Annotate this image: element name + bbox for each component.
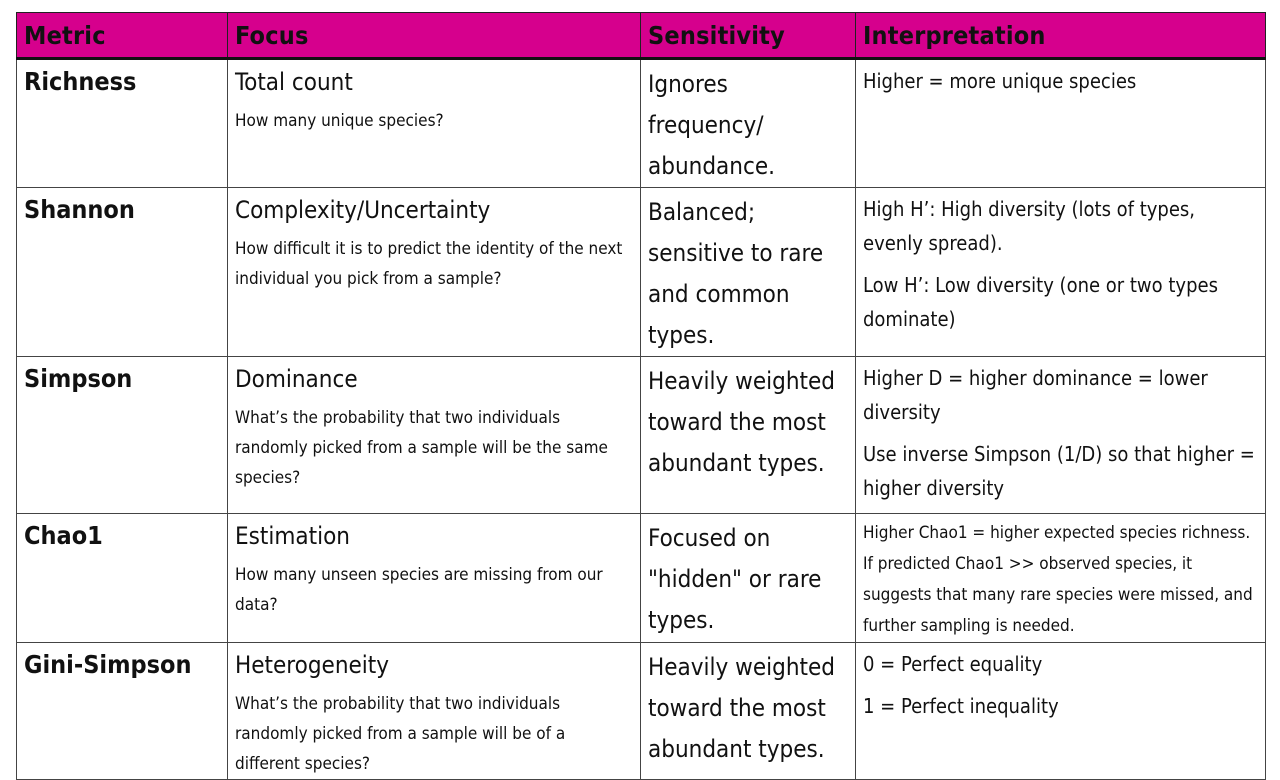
sensitivity-text: Heavily weighted toward the most abundant types. — [648, 653, 835, 763]
focus-title: Heterogeneity — [235, 651, 390, 679]
focus-title: Dominance — [235, 365, 358, 393]
interpretation-text: Higher = more unique species — [863, 69, 1137, 93]
header-row — [17, 13, 1266, 59]
interpretation-cell — [856, 514, 1266, 643]
sensitivity-text: Balanced; sensitive to rare and common types. — [648, 198, 824, 349]
focus-cell — [228, 188, 641, 357]
metric-cell — [17, 514, 228, 643]
interpretation-cell — [856, 357, 1266, 514]
sensitivity-cell — [641, 514, 856, 643]
focus-question: What’s the probability that two individuals randomly picked from a sample will be the same species? — [235, 408, 608, 488]
focus-cell — [228, 357, 641, 514]
sensitivity-text: Ignores frequency/ abundance. — [648, 70, 775, 180]
interpretation-text: High H’: High diversity (lots of types, evenly spread). — [863, 197, 1196, 255]
table-row — [17, 514, 1266, 643]
focus-question: What’s the probability that two individuals randomly picked from a sample will be of a different species? — [235, 694, 566, 774]
sensitivity-text: Focused on "hidden" or rare types. — [648, 524, 822, 634]
focus-title: Total count — [235, 68, 353, 96]
interpretation-cell — [856, 59, 1266, 188]
diversity-metrics-table — [16, 12, 1266, 780]
table-row — [17, 59, 1266, 188]
table-row — [17, 643, 1266, 780]
header-focus: Focus — [228, 13, 641, 59]
header-interpretation: Interpretation — [856, 13, 1266, 59]
focus-question: How many unseen species are missing from our data? — [235, 565, 603, 615]
focus-title: Estimation — [235, 522, 350, 550]
focus-title: Complexity/Uncertainty — [235, 196, 491, 224]
interpretation-cell — [856, 188, 1266, 357]
interpretation-text: Low H’: Low diversity (one or two types dominate) — [863, 273, 1218, 331]
metric-name: Simpson — [24, 364, 133, 393]
interpretation-text: Higher Chao1 = higher expected species richness. If predicted Chao1 >> observed species, it suggests that many rare species were missed, and further sampling is needed. — [863, 523, 1253, 636]
focus-cell — [228, 59, 641, 188]
metric-cell — [17, 59, 228, 188]
table-header — [17, 13, 1266, 59]
interpretation-cell — [856, 643, 1266, 780]
focus-question: How difficult it is to predict the identity of the next individual you pick from a sample? — [235, 239, 623, 289]
metric-cell — [17, 188, 228, 357]
interpretation-text: Use inverse Simpson (1/D) so that higher = higher diversity — [863, 442, 1255, 500]
focus-cell — [228, 514, 641, 643]
sensitivity-cell — [641, 357, 856, 514]
metric-name: Gini-Simpson — [24, 650, 192, 679]
focus-question: How many unique species? — [235, 111, 444, 131]
metric-name: Shannon — [24, 195, 135, 224]
metric-cell — [17, 357, 228, 514]
table-row — [17, 188, 1266, 357]
sensitivity-cell — [641, 59, 856, 188]
interpretation-text: 0 = Perfect equality — [863, 652, 1043, 676]
sensitivity-cell — [641, 643, 856, 780]
table-row — [17, 357, 1266, 514]
metric-cell — [17, 643, 228, 780]
sensitivity-text: Heavily weighted toward the most abundant types. — [648, 367, 835, 477]
focus-cell — [228, 643, 641, 780]
header-metric: Metric — [17, 13, 228, 59]
metric-name: Chao1 — [24, 521, 103, 550]
metric-name: Richness — [24, 67, 137, 96]
sensitivity-cell — [641, 188, 856, 357]
interpretation-text: Higher D = higher dominance = lower diversity — [863, 366, 1208, 424]
interpretation-text: 1 = Perfect inequality — [863, 694, 1059, 718]
header-sensitivity: Sensitivity — [641, 13, 856, 59]
